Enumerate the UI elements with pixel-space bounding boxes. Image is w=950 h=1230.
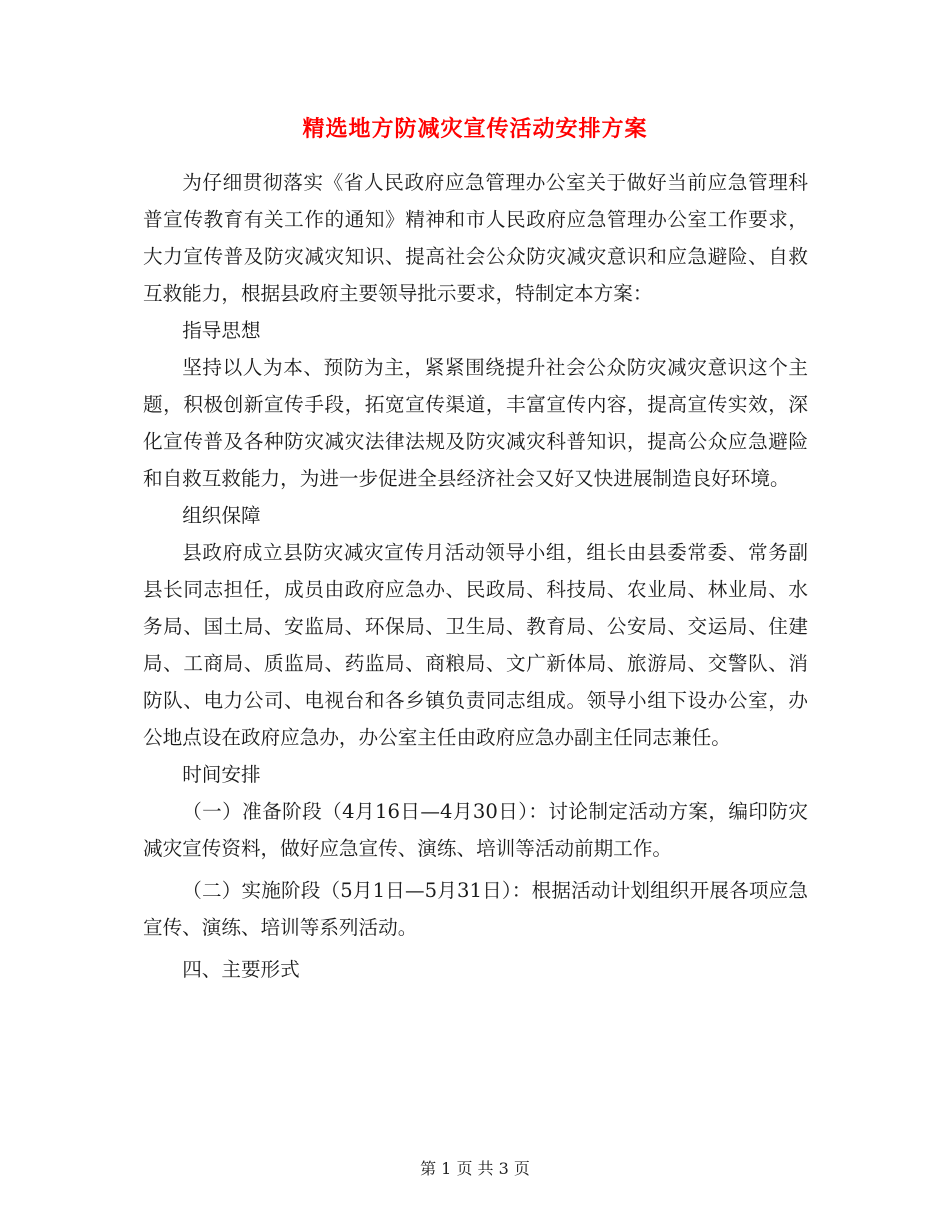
section-heading-organization: 组织保障 (182, 504, 261, 527)
section-heading-guiding-ideology: 指导思想 (182, 319, 261, 342)
schedule-item-implementation: （二）实施阶段（5月1日—5月31日）：根据活动计划组织开展各项应急宣传、演练、培训等系列活动。 (143, 879, 808, 939)
section-heading-schedule: 时间安排 (182, 763, 261, 786)
section-heading-main-forms: 四、主要形式 (182, 958, 300, 981)
section-text-organization: 县政府成立县防灾减灾宣传月活动领导小组，组长由县委常委、常务副县长同志担任，成员由政府应急办、民政局、科技局、农业局、林业局、水务局、国土局、安监局、环保局、卫生局、教育局、公安局、交运局、住建局、工商局、质监局、药监局、商粮局、文广新体局、旅游局、交警队、消防队、电力公司、电视台和各乡镇负责同志组成。领导小组下设办公室，办公地点设在政府应急办，办公室主任由政府应急办副主任同志兼任。 (143, 541, 808, 749)
document-title: 精选地方防减灾宣传活动安排方案 (302, 116, 648, 142)
intro-paragraph: 为仔细贯彻落实《省人民政府应急管理办公室关于做好当前应急管理科普宣传教育有关工作的通知》精神和市人民政府应急管理办公室工作要求，大力宣传普及防灾减灾知识、提高社会公众防灾减灾意识和应急避险、自救互救能力，根据县政府主要领导批示要求，特制定本方案： (143, 171, 808, 305)
schedule-item-preparation: （一）准备阶段（4月16日—4月30日）：讨论制定活动方案，编印防灾减灾宣传资料，做好应急宣传、演练、培训等活动前期工作。 (143, 800, 808, 860)
document-body (143, 164, 808, 988)
section-text-guiding-ideology: 坚持以人为本、预防为主，紧紧围绕提升社会公众防灾减灾意识这个主题，积极创新宣传手段，拓宽宣传渠道，丰富宣传内容，提高宣传实效，深化宣传普及各种防灾减灾法律法规及防灾减灾科普知识，提高公众应急避险和自救互救能力，为进一步促进全县经济社会又好又快进展制造良好环境。 (143, 356, 808, 490)
page-footer: 第 1 页 共 3 页 (420, 1159, 530, 1178)
